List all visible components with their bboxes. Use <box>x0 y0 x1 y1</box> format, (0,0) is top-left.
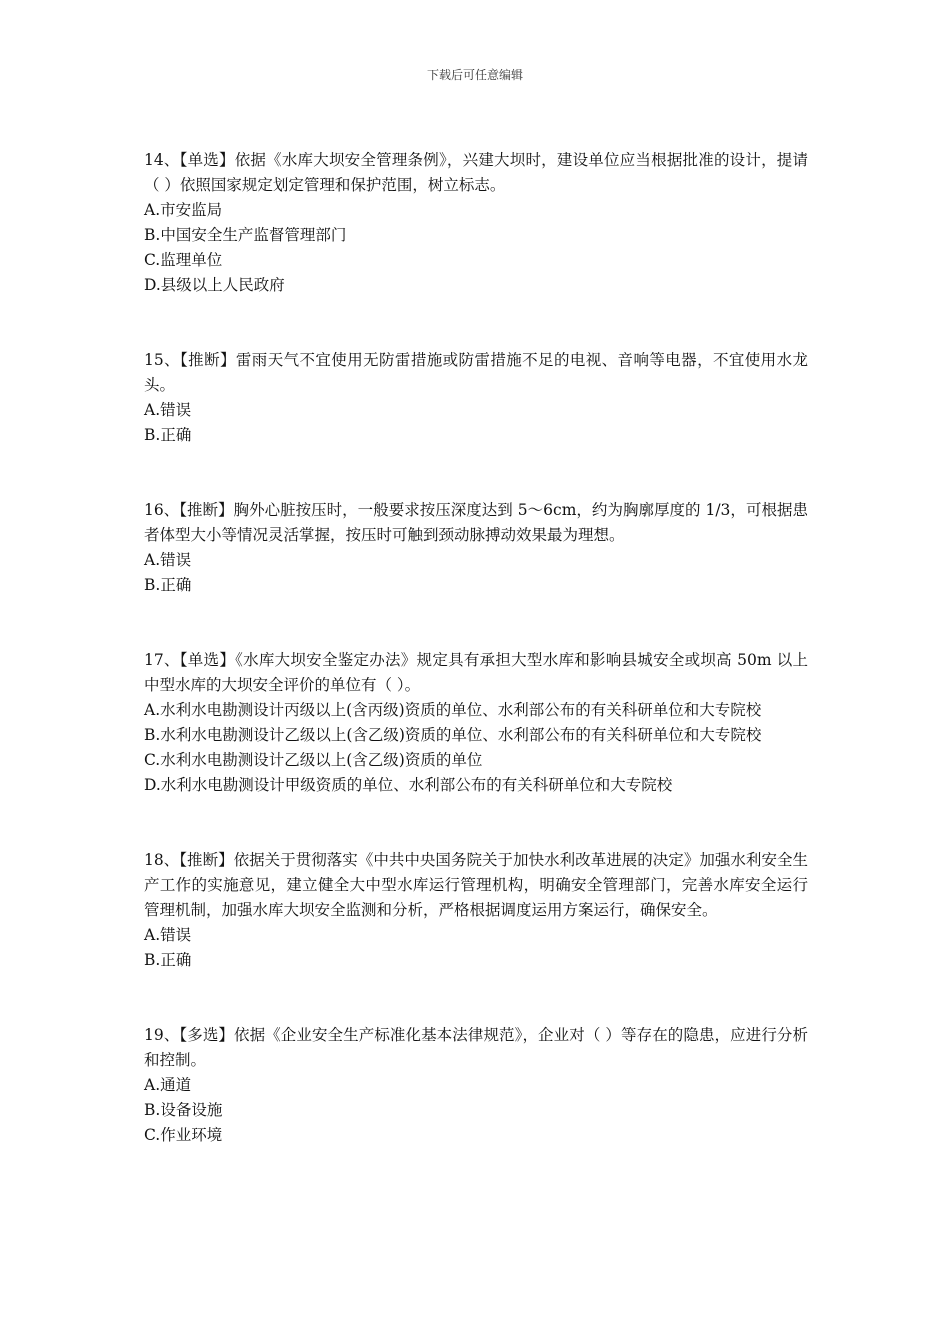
option-b: B.水利水电勘测设计乙级以上(含乙级)资质的单位、水利部公布的有关科研单位和大专院校 <box>144 726 762 744</box>
question-stem: 19、【多选】依据《企业安全生产标准化基本法律规范》，企业对（ ）等存在的隐患，应进行分析和控制。 <box>144 1026 808 1069</box>
question-list <box>144 148 808 1198</box>
option-c: C.监理单位 <box>144 251 223 269</box>
question-18 <box>144 848 808 973</box>
option-a: A.错误 <box>144 401 192 419</box>
option-a: A.通道 <box>144 1076 192 1094</box>
question-stem: 16、【推断】胸外心脏按压时，一般要求按压深度达到 5～6cm，约为胸廓厚度的 1/3，可根据患者体型大小等情况灵活掌握，按压时可触到颈动脉搏动效果最为理想。 <box>144 501 808 544</box>
option-a: A.错误 <box>144 551 192 569</box>
option-b: B.正确 <box>144 426 192 444</box>
option-a: A.水利水电勘测设计丙级以上(含丙级)资质的单位、水利部公布的有关科研单位和大专院校 <box>144 701 762 719</box>
question-19 <box>144 1023 808 1148</box>
option-b: B.正确 <box>144 576 192 594</box>
option-a: A.市安监局 <box>144 201 223 219</box>
question-17 <box>144 648 808 798</box>
question-stem: 14、【单选】依据《水库大坝安全管理条例》，兴建大坝时，建设单位应当根据批准的设计，提请（ ）依照国家规定划定管理和保护范围，树立标志。 <box>144 151 808 194</box>
option-a: A.错误 <box>144 926 192 944</box>
question-16 <box>144 498 808 598</box>
option-b: B.正确 <box>144 951 192 969</box>
question-14 <box>144 148 808 298</box>
option-d: D.县级以上人民政府 <box>144 276 285 294</box>
page-header: 下载后可任意编辑 <box>426 68 523 82</box>
option-c: C.作业环境 <box>144 1126 223 1144</box>
option-d: D.水利水电勘测设计甲级资质的单位、水利部公布的有关科研单位和大专院校 <box>144 776 673 794</box>
question-15 <box>144 348 808 448</box>
question-stem: 17、【单选】《水库大坝安全鉴定办法》规定具有承担大型水库和影响县城安全或坝高 50m 以上中型水库的大坝安全评价的单位有（ ）。 <box>144 651 808 694</box>
option-c: C.水利水电勘测设计乙级以上(含乙级)资质的单位 <box>144 751 483 769</box>
question-stem: 18、【推断】依据关于贯彻落实《中共中央国务院关于加快水利改革进展的决定》加强水利安全生产工作的实施意见，建立健全大中型水库运行管理机构，明确安全管理部门，完善水库安全运行管理机制，加强水库大坝安全监测和分析，严格根据调度运用方案运行，确保安全。 <box>144 851 808 919</box>
option-b: B.设备设施 <box>144 1101 223 1119</box>
option-b: B.中国安全生产监督管理部门 <box>144 226 347 244</box>
question-stem: 15、【推断】雷雨天气不宜使用无防雷措施或防雷措施不足的电视、音响等电器，不宜使用水龙头。 <box>144 351 808 394</box>
